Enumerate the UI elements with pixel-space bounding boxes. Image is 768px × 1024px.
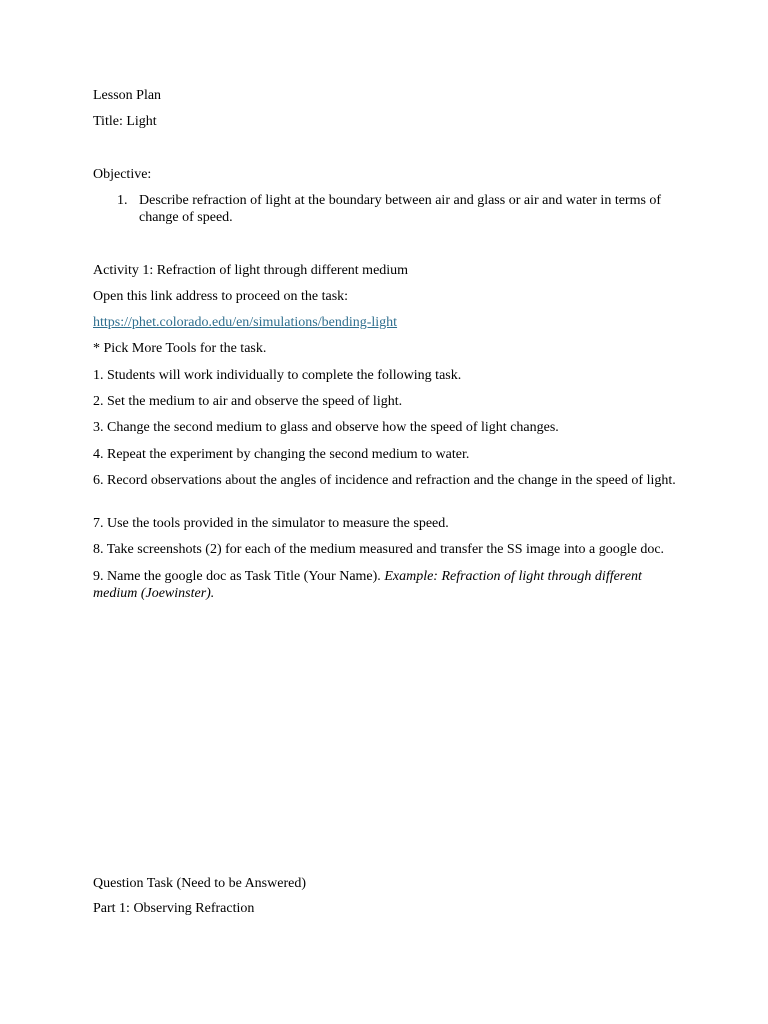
step-item: 7. Use the tools provided in the simulator to measure the speed. <box>93 516 449 531</box>
step-item: 8. Take screenshots (2) for each of the medium measured and transfer the SS image into a google doc. <box>93 542 665 557</box>
question-task-heading: Question Task (Need to be Answered) <box>93 876 306 891</box>
pick-tools-note: * Pick More Tools for the task. <box>93 341 267 356</box>
step-9-example: Example: Refraction of light through different medium (Joewinster). <box>93 569 642 601</box>
objective-item-number: 1. <box>117 193 128 208</box>
step-item: 3. Change the second medium to glass and observe how the speed of light changes. <box>93 420 559 435</box>
objective-list <box>93 192 678 226</box>
step-item: 4. Repeat the experiment by changing the second medium to water. <box>93 447 470 462</box>
activity-heading: Activity 1: Refraction of light through different medium <box>93 263 409 278</box>
step-item: 1. Students will work individually to complete the following task. <box>93 368 462 383</box>
open-link-instruction: Open this link address to proceed on the task: <box>93 289 349 304</box>
part-1-heading: Part 1: Observing Refraction <box>93 901 255 916</box>
objective-item <box>93 192 678 226</box>
step-item-9 <box>93 568 678 602</box>
objective-heading: Objective: <box>93 167 152 182</box>
step-item: 2. Set the medium to air and observe the speed of light. <box>93 394 403 409</box>
objective-item-text: Describe refraction of light at the boundary between air and glass or air and water in terms of change of speed. <box>139 193 662 225</box>
simulation-link[interactable]: https://phet.colorado.edu/en/simulations/bending-light <box>93 315 398 330</box>
lesson-plan-label: Lesson Plan <box>93 88 162 103</box>
step-9-text: 9. Name the google doc as Task Title (Your Name). <box>93 569 385 584</box>
lesson-title: Title: Light <box>93 114 157 129</box>
simulation-link-line <box>93 314 678 331</box>
step-item: 6. Record observations about the angles of incidence and refraction and the change in the speed of light. <box>93 473 676 488</box>
